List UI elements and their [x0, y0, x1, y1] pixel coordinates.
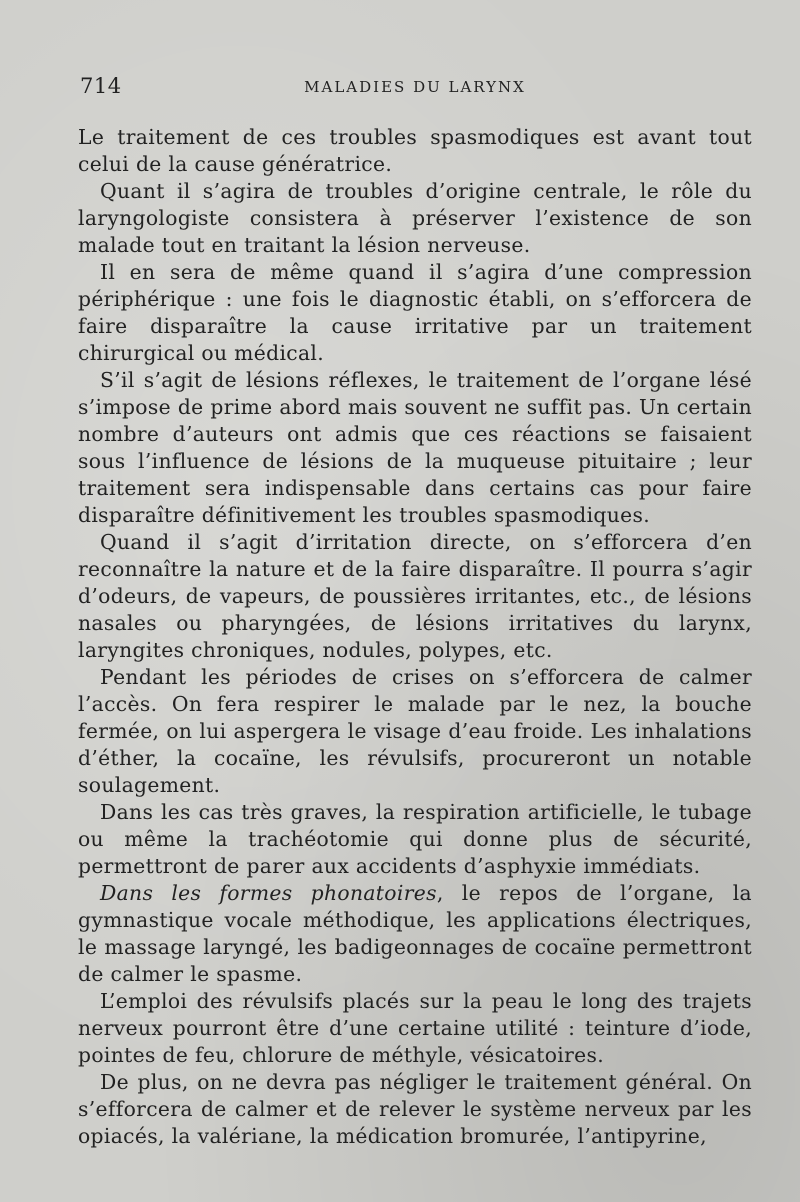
body-text: [78, 124, 752, 1150]
paragraph: S’il s’agit de lésions réflexes, le traitement de l’organe lésé s’impose de prime abord mais souvent ne suffit pas. Un certain nombre d’auteurs ont admis que ces réactions se faisaient sous l’influence de lésions de la muqueuse pituitaire ; leur traitement sera indispensable dans certains cas pour faire disparaître définitivement les troubles spasmodiques.: [78, 368, 752, 527]
paragraph: Quant il s’agira de troubles d’origine centrale, le rôle du laryngologiste consistera à préserver l’existence de son malade tout en traitant la lésion nerveuse.: [78, 179, 752, 257]
paragraph: Quand il s’agit d’irritation directe, on s’efforcera d’en reconnaître la nature et de la faire disparaître. Il pourra s’agir d’odeurs, de vapeurs, de poussières irritantes, etc., de lésions nasales ou pharyngées, de lésions irritatives du larynx, laryngites chroniques, nodules, polypes, etc.: [78, 530, 752, 662]
paragraph: Le traitement de ces troubles spasmodiques est avant tout celui de la cause génératrice.: [78, 125, 752, 176]
paragraph-phonatory: [78, 880, 752, 988]
page-number: 714: [80, 74, 122, 98]
paragraph: L’emploi des révulsifs placés sur la peau le long des trajets nerveux pourront être d’une certaine utilité : teinture d’iode, pointes de feu, chlorure de méthyle, vésicatoires.: [78, 989, 752, 1067]
paragraph: Il en sera de même quand il s’agira d’une compression périphérique : une fois le diagnostic établi, on s’efforcera de faire disparaître la cause irritative par un traitement chirurgical ou médical.: [78, 260, 752, 365]
paragraph: Pendant les périodes de crises on s’efforcera de calmer l’accès. On fera respirer le malade par le nez, la bouche fermée, on lui aspergera le visage d’eau froide. Les inhalations d’éther, la cocaïne, les révulsifs, procureront un notable soulagement.: [78, 665, 752, 797]
paragraph-rest: , le repos de l’organe, la gymnastique vocale méthodique, les applications électriques, le massage laryngé, les badigeonnages de cocaïne permettront de calmer le spasme.: [78, 881, 752, 986]
paragraph: Dans les cas très graves, la respiration artificielle, le tubage ou même la trachéotomie qui donne plus de sécurité, permettront de parer aux accidents d’asphyxie immédiats.: [78, 800, 752, 878]
paragraph: De plus, on ne devra pas négliger le traitement général. On s’efforcera de calmer et de relever le système nerveux par les opiacés, la valériane, la médication bromurée, l’antipyrine,: [78, 1070, 752, 1148]
running-title: MALADIES DU LARYNX: [304, 78, 526, 96]
running-head: [80, 74, 750, 104]
italic-lead: Dans les formes phonatoires: [100, 881, 437, 905]
